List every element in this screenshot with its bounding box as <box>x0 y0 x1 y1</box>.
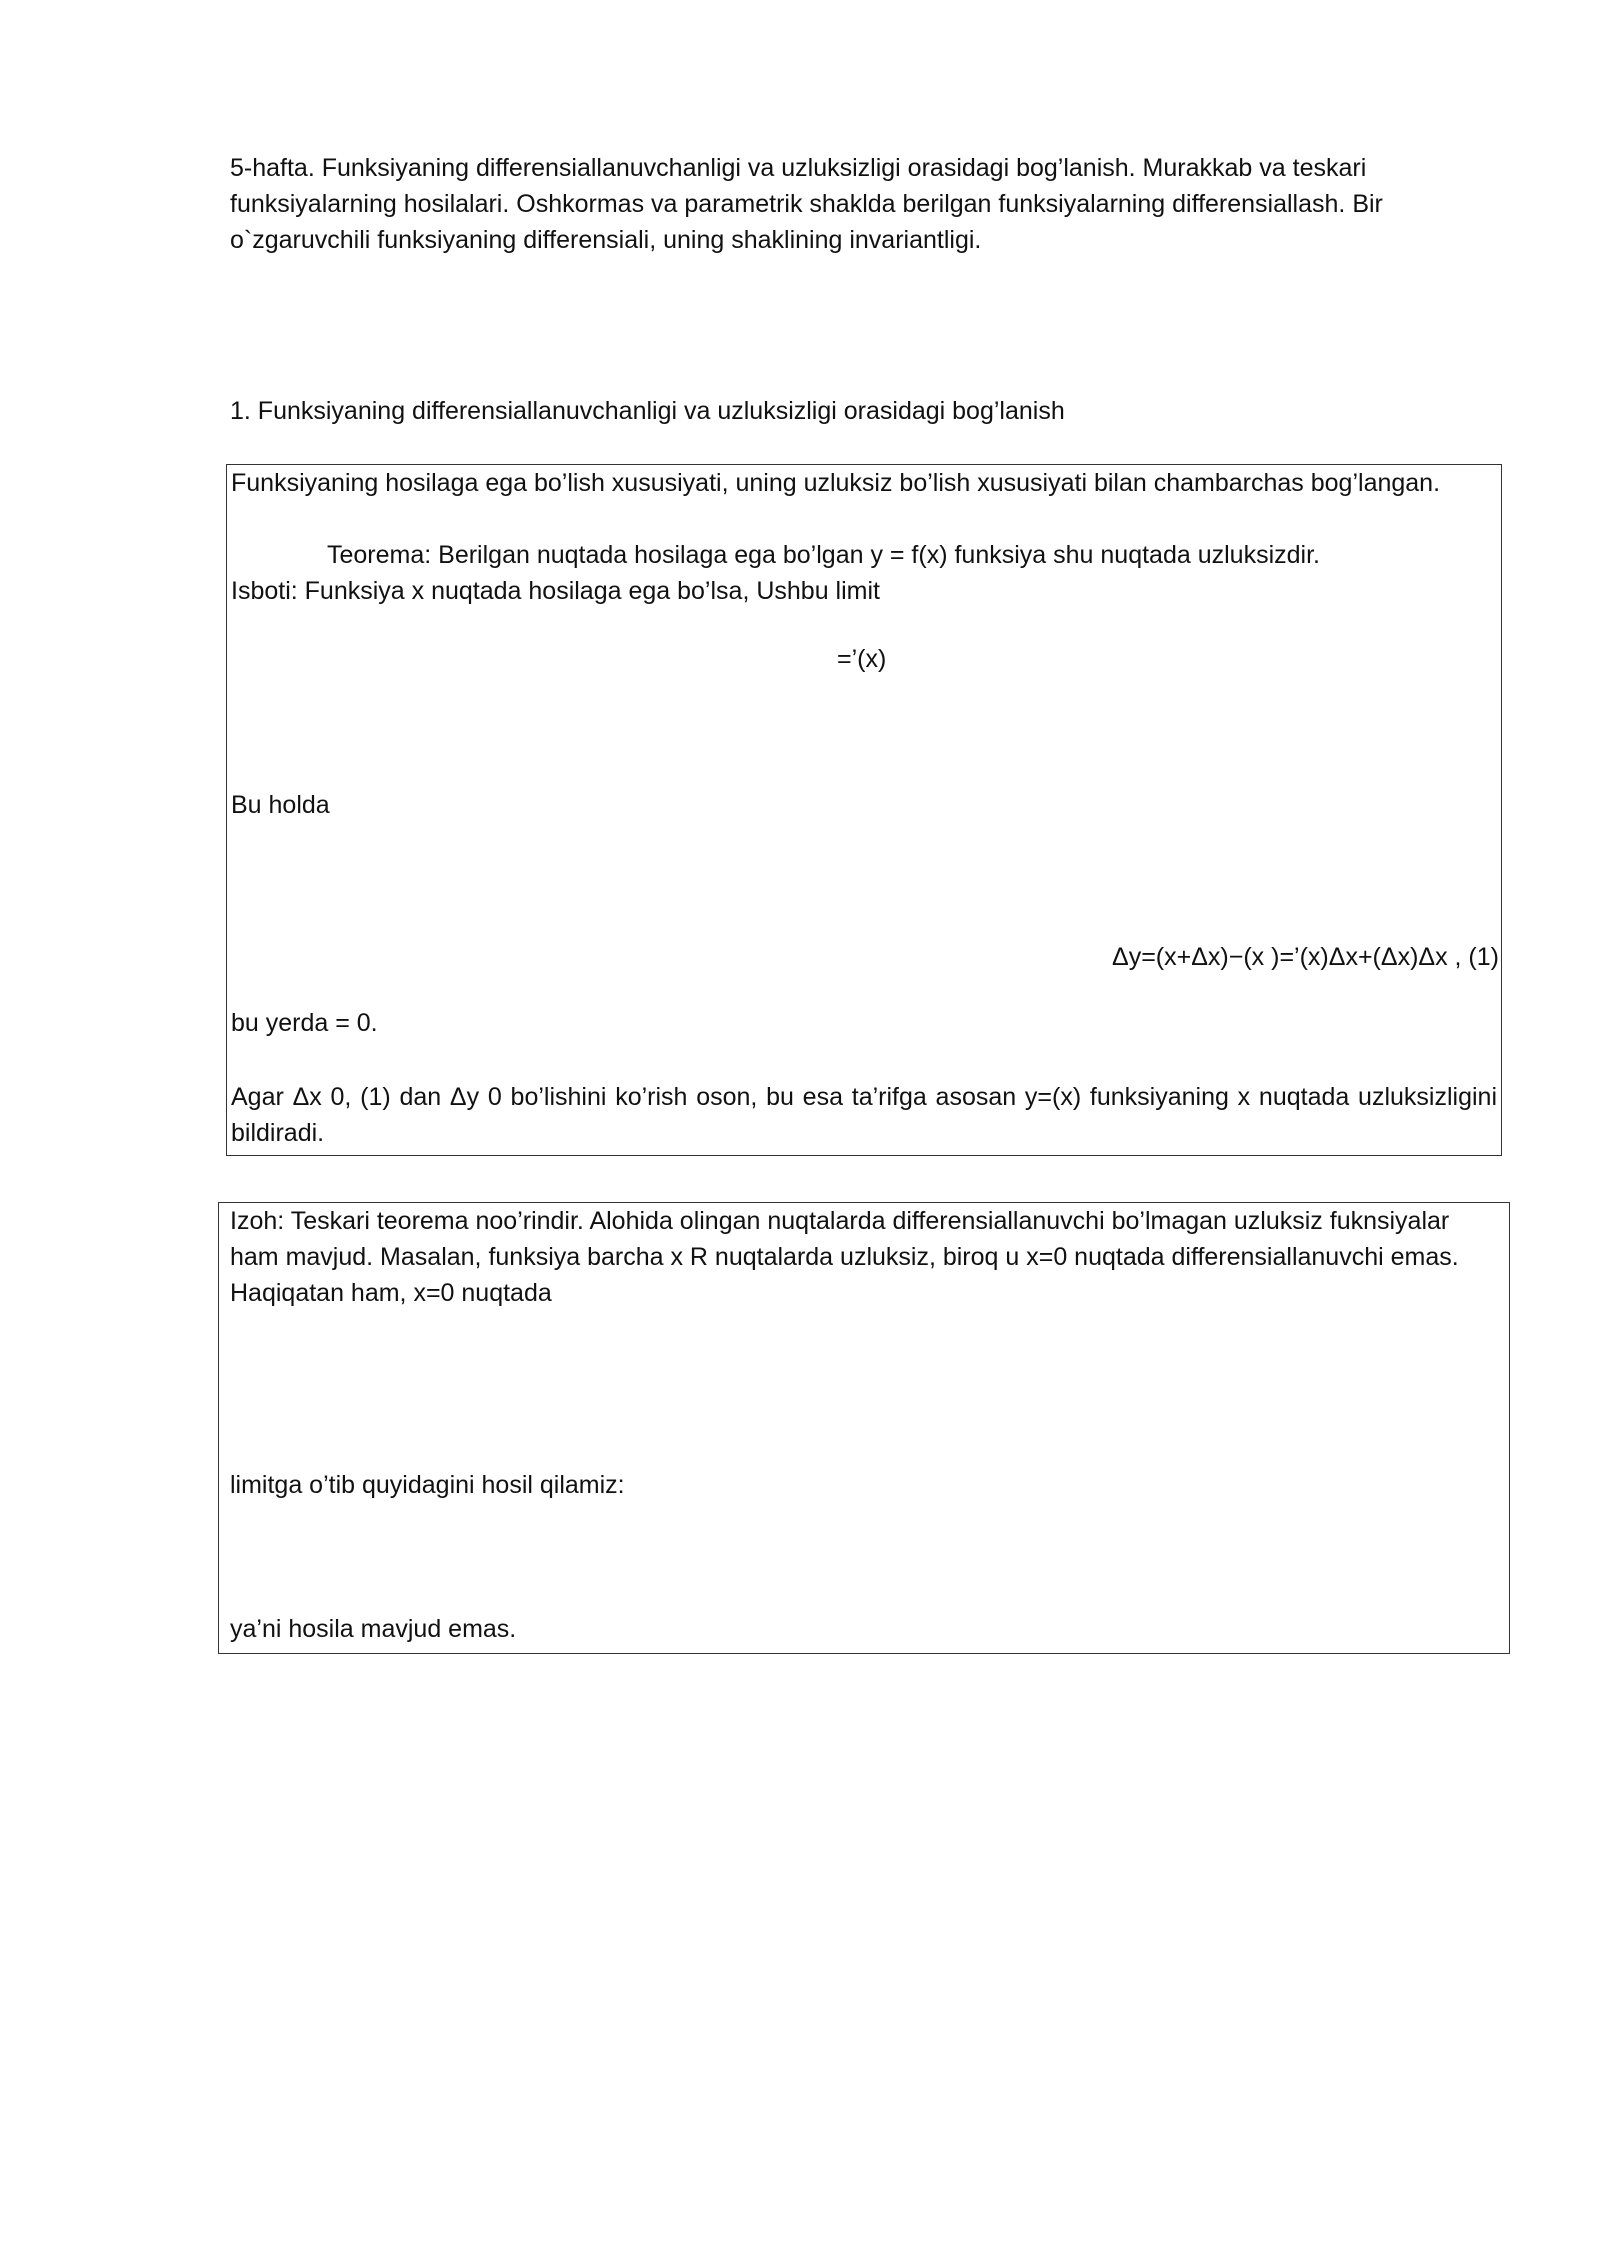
remark-box <box>218 1202 1510 1654</box>
limit-formula: =’(x) <box>837 645 887 673</box>
theorem-box <box>226 464 1502 1156</box>
where-text: bu yerda = 0. <box>231 1009 378 1037</box>
remark-conclusion: ya’ni hosila mavjud emas. <box>230 1615 517 1643</box>
intro-paragraph: Funksiyaning hosilaga ega bo’lish xususiyati, uning uzluksiz bo’lish xususiyati bilan chambarchas bog’langan. <box>231 469 1441 497</box>
proof-conclusion: Agar Δx 0, (1) dan Δy 0 bo’lishini ko’rish oson, bu esa ta’rifga asosan y=(x) funksiyaning x nuqtada uzluksizligini bildiradi. <box>231 1083 1497 1147</box>
then-text: Bu holda <box>231 791 330 819</box>
increment-formula: Δy=(x+Δx)−(x )=’(x)Δx+(Δx)Δx , (1) <box>1112 943 1499 971</box>
limit-text: limitga o’tib quyidagini hosil qilamiz: <box>230 1471 625 1499</box>
proof-start: Isboti: Funksiya x nuqtada hosilaga ega bo’lsa, Ushbu limit <box>231 577 880 605</box>
page-title: 5-hafta. Funksiyaning differensiallanuvchanligi va uzluksizligi orasidagi bog’lanish. Murakkab va teskari funksiyalarning hosilalari. Oshkormas va parametrik shaklda berilgan funksiyalarning differensiallash. Bir o`zgaruvchili funksiyaning differensiali, uning shaklining invariantligi. <box>230 154 1383 254</box>
remark-paragraph: Izoh: Teskari teorema noo’rindir. Alohida olingan nuqtalarda differensiallanuvchi bo’lmagan uzluksiz fuknsiyalar ham mavjud. Masalan, funksiya barcha x R nuqtalarda uzluksiz, biroq u x=0 nuqtada differensiallanuvchi emas. Haqiqatan ham, x=0 nuqtada <box>230 1207 1459 1307</box>
section-heading: 1. Funksiyaning differensiallanuvchanligi va uzluksizligi orasidagi bog’lanish <box>230 397 1065 425</box>
theorem-statement: Teorema: Berilgan nuqtada hosilaga ega bo’lgan y = f(x) funksiya shu nuqtada uzluksizdir. <box>327 541 1320 569</box>
